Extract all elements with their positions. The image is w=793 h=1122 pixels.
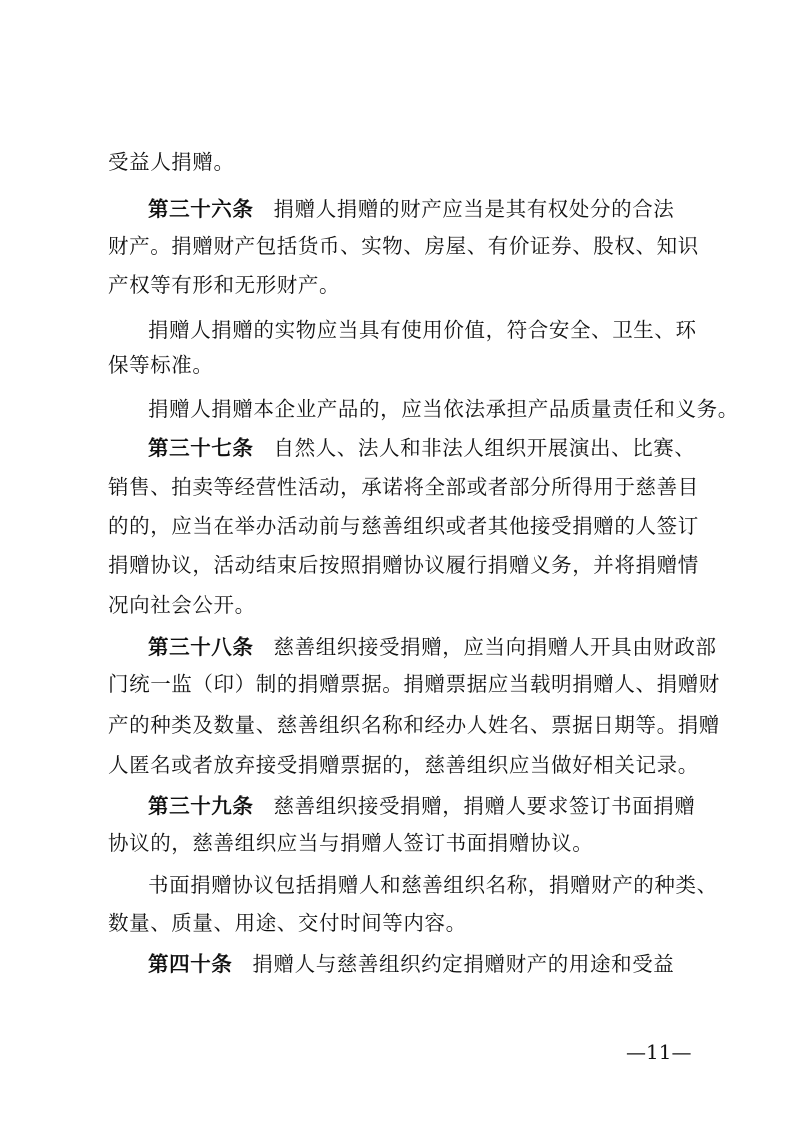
text-line: 协议的，慈善组织应当与捐赠人签订书面捐赠协议。 [108,831,594,855]
text-line: 受益人捐赠。 [108,150,235,174]
article-heading: 第四十条 [148,952,233,976]
text-line: 人匿名或者放弃接受捐赠票据的，慈善组织应当做好相关记录。 [108,753,699,777]
text-line: 书面捐赠协议包括捐赠人和慈善组织名称，捐赠财产的种类、 [148,873,718,897]
page-number: —11— [626,1040,692,1064]
article-heading: 第三十八条 [148,635,254,659]
text-line: 数量、质量、用途、交付时间等内容。 [108,911,467,935]
text-line: 产的种类及数量、慈善组织名称和经办人姓名、票据日期等。捐赠 [108,713,720,737]
text-line: 保等标准。 [108,353,214,377]
article-40-line: 第四十条 捐赠人与慈善组织约定捐赠财产的用途和受益 [148,952,675,976]
article-39-line: 第三十九条 慈善组织接受捐赠，捐赠人要求签订书面捐赠 [148,794,696,818]
text-line: 捐赠人捐赠的实物应当具有使用价值，符合安全、卫生、环 [148,318,697,342]
article-38-line: 第三十八条 慈善组织接受捐赠，应当向捐赠人开具由财政部 [148,635,717,659]
text-line: 门统一监（印）制的捐赠票据。捐赠票据应当载明捐赠人、捐赠财 [108,672,720,696]
article-36-line: 第三十六条 捐赠人捐赠的财产应当是其有权处分的合法 [148,197,675,221]
text-line: 况向社会公开。 [108,593,256,617]
article-heading: 第三十七条 [148,436,254,460]
text-line: 销售、拍卖等经营性活动，承诺将全部或者部分所得用于慈善目 [108,475,699,499]
text-line: 产权等有形和无形财产。 [108,273,341,297]
article-heading: 第三十六条 [148,197,254,221]
article-heading: 第三十九条 [148,794,254,818]
article-37-line: 第三十七条 自然人、法人和非法人组织开展演出、比赛、 [148,436,696,460]
text-line: 捐赠协议，活动结束后按照捐赠协议履行捐赠义务，并将捐赠情 [108,553,699,577]
text-line: 捐赠人捐赠本企业产品的，应当依法承担产品质量责任和义务。 [148,397,739,421]
text-line: 的的，应当在举办活动前与慈善组织或者其他接受捐赠的人签订 [108,514,699,538]
text-line: 财产。捐赠财产包括货币、实物、房屋、有价证券、股权、知识 [108,234,699,258]
